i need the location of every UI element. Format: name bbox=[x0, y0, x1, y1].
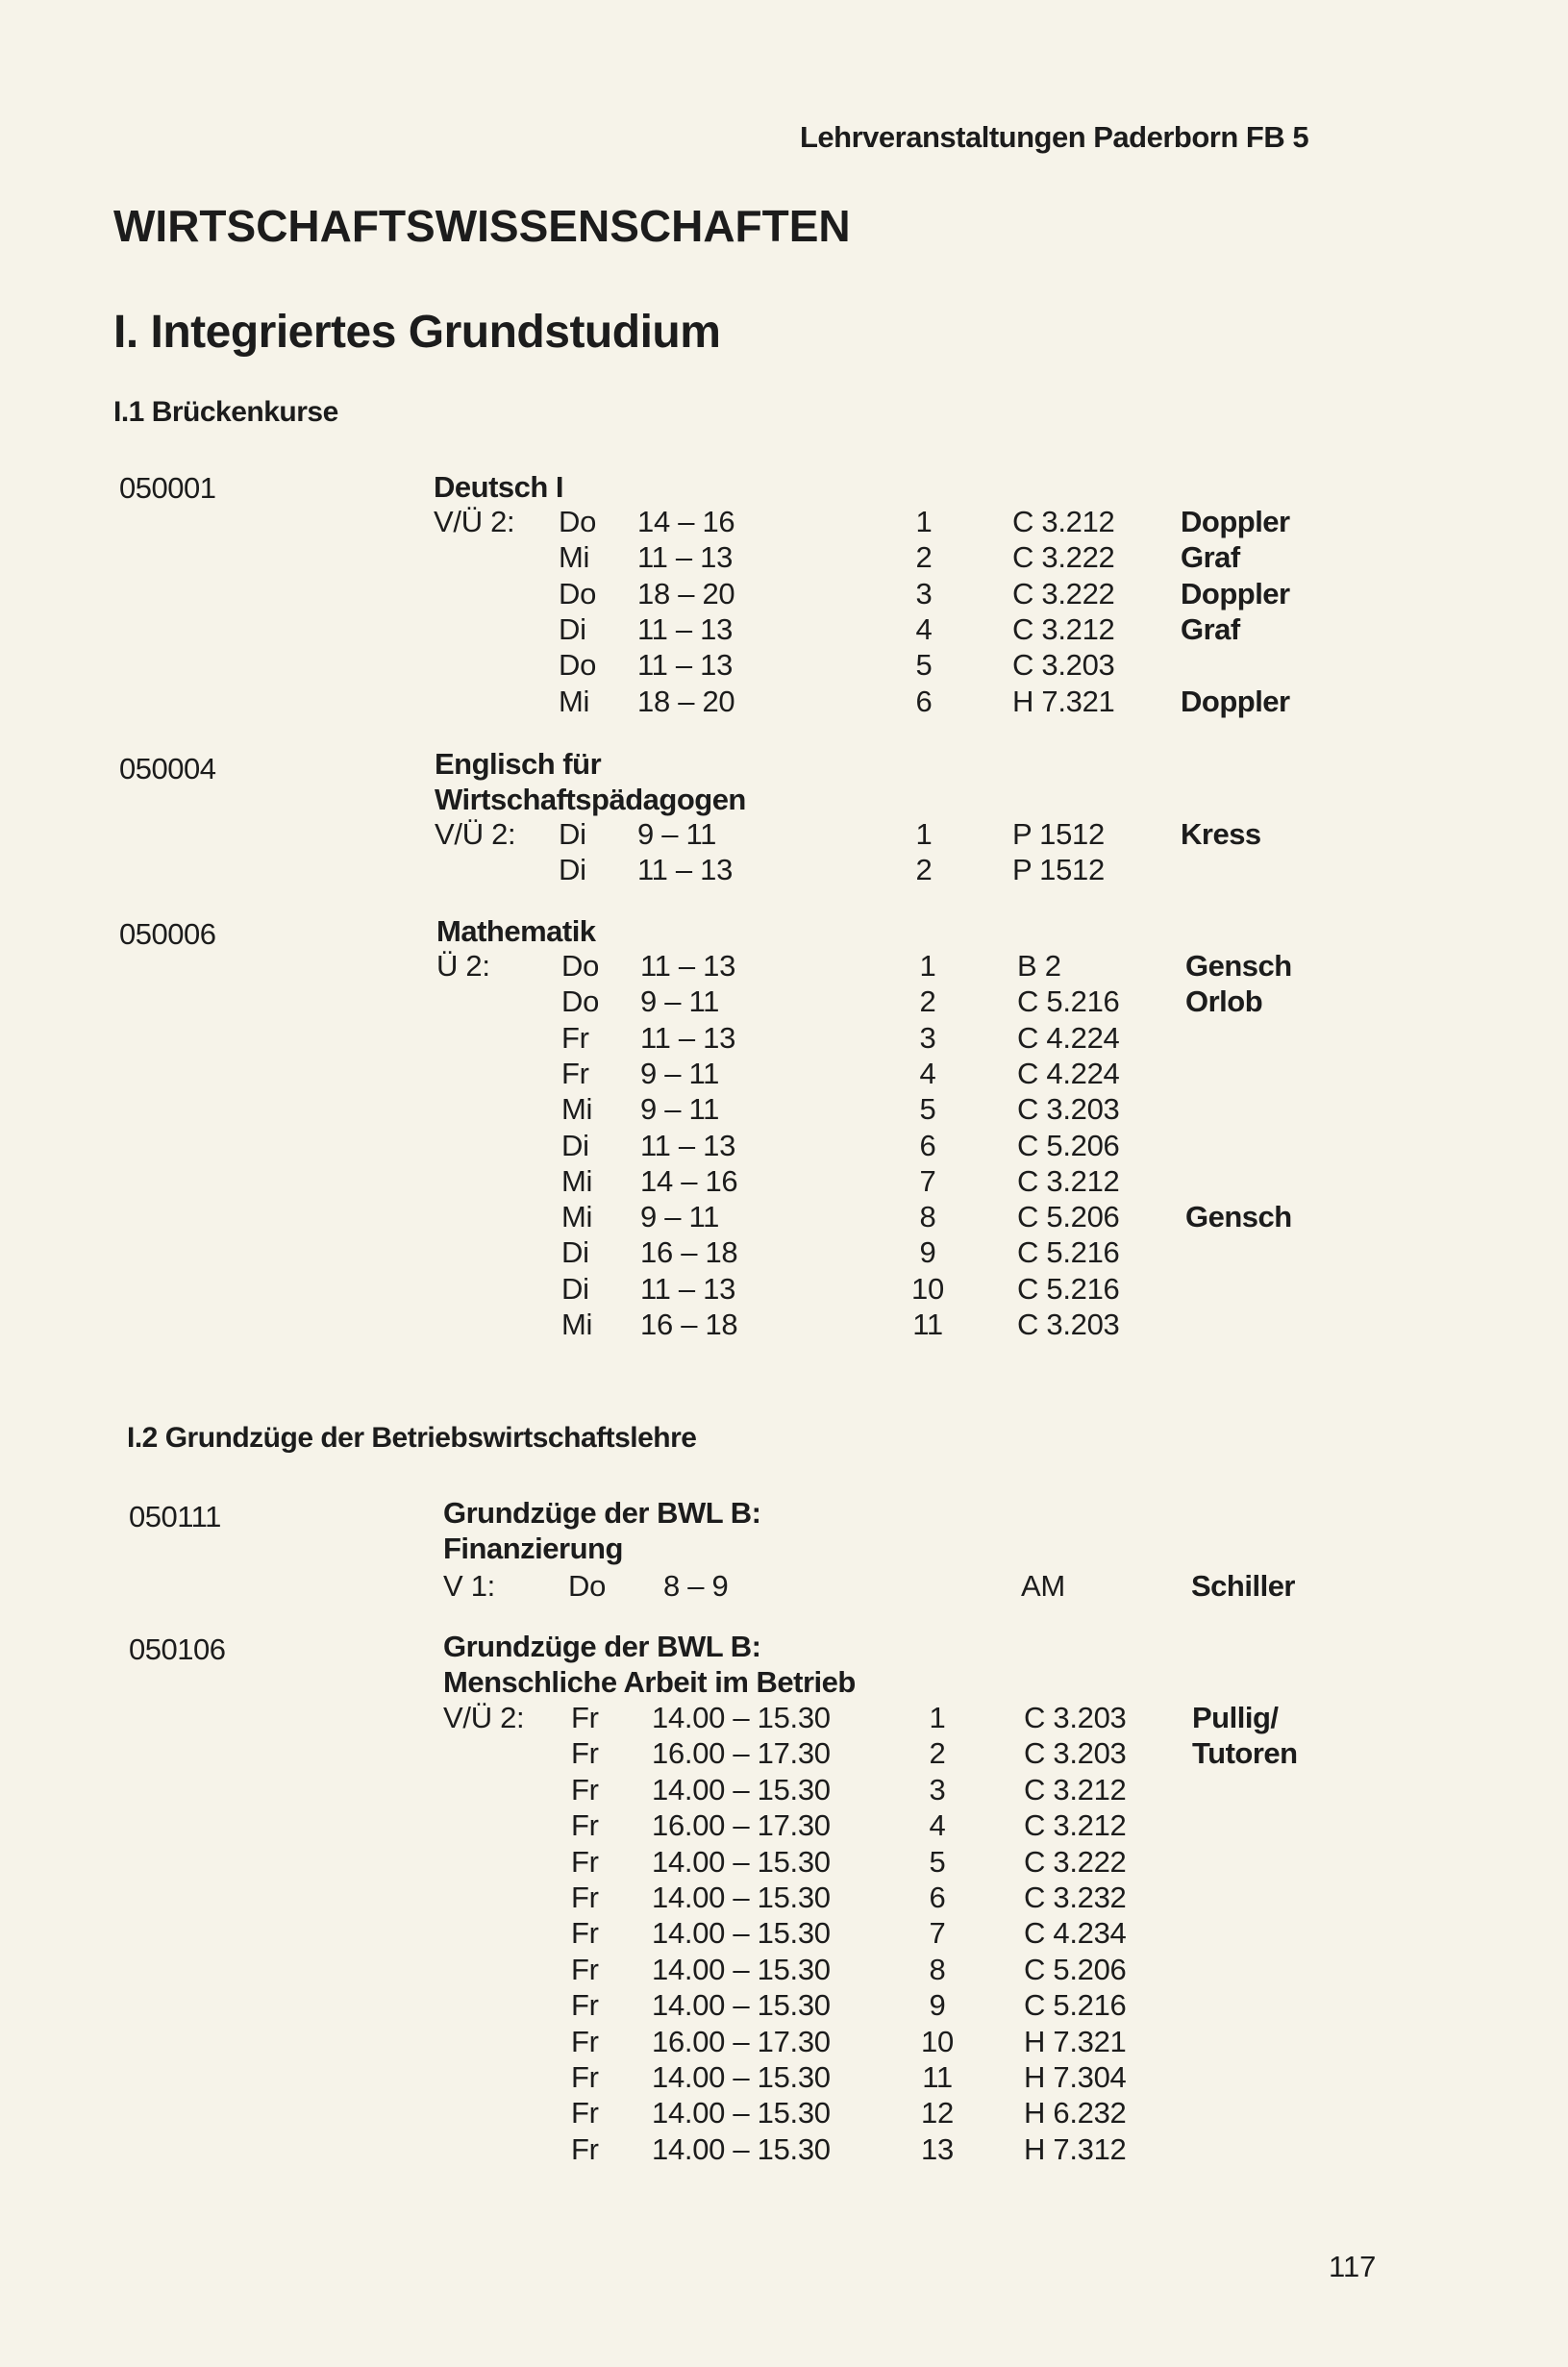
time-cell: 14.00 – 15.30 bbox=[652, 1881, 831, 1914]
time-cell: 16 – 18 bbox=[640, 1308, 738, 1341]
lecturer-cell: Kress bbox=[1181, 817, 1261, 851]
group-cell: 3 bbox=[929, 1773, 946, 1806]
time-cell: 11 – 13 bbox=[640, 1021, 736, 1055]
day-cell: Do bbox=[568, 1569, 607, 1603]
time-cell: 11 – 13 bbox=[640, 1272, 736, 1306]
lecturer-cell: Tutoren bbox=[1192, 1736, 1298, 1770]
time-cell: 11 – 13 bbox=[637, 853, 734, 886]
day-cell: Di bbox=[559, 853, 586, 886]
room-cell: H 7.321 bbox=[1012, 685, 1115, 718]
lecturer-cell: Doppler bbox=[1181, 577, 1290, 610]
room-cell: C 4.224 bbox=[1017, 1057, 1120, 1090]
day-cell: Fr bbox=[571, 1736, 599, 1770]
room-cell: C 4.224 bbox=[1017, 1021, 1120, 1055]
time-cell: 18 – 20 bbox=[637, 685, 735, 718]
time-cell: 11 – 13 bbox=[640, 949, 736, 983]
room-cell: C 3.203 bbox=[1012, 648, 1115, 682]
group-cell: 9 bbox=[919, 1235, 936, 1269]
time-cell: 11 – 13 bbox=[637, 612, 734, 646]
time-cell: 11 – 13 bbox=[640, 1129, 736, 1162]
room-cell: C 3.232 bbox=[1024, 1881, 1127, 1914]
day-cell: Do bbox=[559, 648, 597, 682]
group-cell: 10 bbox=[921, 2025, 954, 2058]
time-cell: 14.00 – 15.30 bbox=[652, 1953, 831, 1986]
section-title: I.1 Brückenkurse bbox=[113, 396, 338, 428]
group-cell: 4 bbox=[915, 612, 933, 646]
section-title: I.2 Grundzüge der Betriebswirtschaftslehre bbox=[127, 1422, 697, 1454]
group-cell: 11 bbox=[922, 2060, 953, 2094]
group-cell: 1 bbox=[919, 949, 936, 983]
room-cell: P 1512 bbox=[1012, 817, 1105, 851]
day-cell: Do bbox=[561, 984, 600, 1018]
time-cell: 14 – 16 bbox=[640, 1164, 738, 1198]
day-cell: Fr bbox=[571, 2096, 599, 2130]
day-cell: Di bbox=[561, 1272, 589, 1306]
time-cell: 16.00 – 17.30 bbox=[652, 1808, 831, 1842]
room-cell: H 7.312 bbox=[1024, 2132, 1127, 2166]
time-cell: 16.00 – 17.30 bbox=[652, 1736, 831, 1770]
course-type: V 1: bbox=[443, 1569, 495, 1603]
room-cell: C 5.216 bbox=[1017, 1272, 1120, 1306]
day-cell: Mi bbox=[561, 1092, 593, 1126]
day-cell: Mi bbox=[559, 540, 590, 574]
room-cell: C 3.212 bbox=[1012, 505, 1115, 538]
lecturer-cell: Orlob bbox=[1185, 984, 1263, 1018]
room-cell: C 3.212 bbox=[1024, 1773, 1127, 1806]
room-cell: C 5.206 bbox=[1017, 1129, 1120, 1162]
room-cell: C 5.216 bbox=[1024, 1988, 1127, 2022]
course-title: Deutsch I bbox=[434, 470, 564, 504]
lecturer-cell: Graf bbox=[1181, 612, 1240, 646]
group-cell: 6 bbox=[919, 1129, 936, 1162]
group-cell: 7 bbox=[919, 1164, 936, 1198]
day-cell: Fr bbox=[571, 2025, 599, 2058]
room-cell: C 5.206 bbox=[1024, 1953, 1127, 1986]
part-title: I. Integriertes Grundstudium bbox=[113, 307, 721, 358]
course-id: 050106 bbox=[129, 1632, 226, 1666]
day-cell: Do bbox=[559, 577, 597, 610]
time-cell: 11 – 13 bbox=[637, 648, 734, 682]
running-header: Lehrveranstaltungen Paderborn FB 5 bbox=[800, 120, 1309, 154]
day-cell: Fr bbox=[571, 1953, 599, 1986]
course-title: Finanzierung bbox=[443, 1532, 623, 1565]
time-cell: 14.00 – 15.30 bbox=[652, 1845, 831, 1879]
group-cell: 8 bbox=[929, 1953, 946, 1986]
time-cell: 11 – 13 bbox=[637, 540, 734, 574]
room-cell: C 3.212 bbox=[1017, 1164, 1120, 1198]
group-cell: 1 bbox=[915, 817, 933, 851]
time-cell: 9 – 11 bbox=[640, 1092, 720, 1126]
lecturer-cell: Schiller bbox=[1191, 1569, 1295, 1603]
day-cell: Fr bbox=[561, 1057, 589, 1090]
group-cell: 7 bbox=[929, 1916, 946, 1950]
day-cell: Do bbox=[559, 505, 597, 538]
group-cell: 4 bbox=[919, 1057, 936, 1090]
room-cell: C 4.234 bbox=[1024, 1916, 1127, 1950]
room-cell: C 3.222 bbox=[1024, 1845, 1127, 1879]
day-cell: Fr bbox=[571, 1881, 599, 1914]
course-type: V/Ü 2: bbox=[443, 1701, 525, 1734]
day-cell: Fr bbox=[571, 2060, 599, 2094]
day-cell: Fr bbox=[571, 2132, 599, 2166]
group-cell: 6 bbox=[915, 685, 933, 718]
group-cell: 9 bbox=[929, 1988, 946, 2022]
room-cell: C 3.212 bbox=[1024, 1808, 1127, 1842]
lecturer-cell: Doppler bbox=[1181, 505, 1290, 538]
day-cell: Do bbox=[561, 949, 600, 983]
room-cell: C 5.216 bbox=[1017, 1235, 1120, 1269]
room-cell: B 2 bbox=[1017, 949, 1061, 983]
group-cell: 3 bbox=[915, 577, 933, 610]
room-cell: H 7.321 bbox=[1024, 2025, 1127, 2058]
time-cell: 14 – 16 bbox=[637, 505, 735, 538]
lecturer-cell: Doppler bbox=[1181, 685, 1290, 718]
lecturer-cell: Gensch bbox=[1185, 1200, 1292, 1233]
room-cell: H 6.232 bbox=[1024, 2096, 1127, 2130]
group-cell: 4 bbox=[929, 1808, 946, 1842]
room-cell: C 3.212 bbox=[1012, 612, 1115, 646]
room-cell: C 3.222 bbox=[1012, 577, 1115, 610]
room-cell: C 3.203 bbox=[1024, 1736, 1127, 1770]
course-id: 050006 bbox=[119, 917, 216, 951]
day-cell: Di bbox=[559, 817, 586, 851]
day-cell: Fr bbox=[571, 1988, 599, 2022]
time-cell: 9 – 11 bbox=[640, 984, 720, 1018]
group-cell: 2 bbox=[915, 853, 933, 886]
group-cell: 11 bbox=[912, 1308, 943, 1341]
time-cell: 14.00 – 15.30 bbox=[652, 1916, 831, 1950]
time-cell: 16.00 – 17.30 bbox=[652, 2025, 831, 2058]
lecturer-cell: Gensch bbox=[1185, 949, 1292, 983]
group-cell: 12 bbox=[921, 2096, 954, 2130]
day-cell: Fr bbox=[561, 1021, 589, 1055]
course-id: 050001 bbox=[119, 471, 216, 505]
group-cell: 1 bbox=[929, 1701, 946, 1734]
time-cell: 9 – 11 bbox=[640, 1057, 720, 1090]
time-cell: 14.00 – 15.30 bbox=[652, 1773, 831, 1806]
lecturer-cell: Pullig/ bbox=[1192, 1701, 1279, 1734]
time-cell: 14.00 – 15.30 bbox=[652, 1988, 831, 2022]
page-number: 117 bbox=[1329, 2250, 1377, 2283]
day-cell: Mi bbox=[561, 1164, 593, 1198]
course-type: V/Ü 2: bbox=[434, 505, 515, 538]
group-cell: 5 bbox=[929, 1845, 946, 1879]
day-cell: Di bbox=[561, 1235, 589, 1269]
course-title: Englisch für bbox=[435, 747, 602, 781]
time-cell: 9 – 11 bbox=[637, 817, 717, 851]
course-title: Grundzüge der BWL B: bbox=[443, 1496, 761, 1530]
day-cell: Fr bbox=[571, 1701, 599, 1734]
time-cell: 16 – 18 bbox=[640, 1235, 738, 1269]
time-cell: 14.00 – 15.30 bbox=[652, 2096, 831, 2130]
time-cell: 14.00 – 15.30 bbox=[652, 2060, 831, 2094]
course-title: Mathematik bbox=[436, 914, 596, 948]
room-cell: C 3.203 bbox=[1024, 1701, 1127, 1734]
day-cell: Fr bbox=[571, 1916, 599, 1950]
group-cell: 6 bbox=[929, 1881, 946, 1914]
room-cell: C 5.206 bbox=[1017, 1200, 1120, 1233]
group-cell: 10 bbox=[911, 1272, 944, 1306]
room-cell: P 1512 bbox=[1012, 853, 1105, 886]
group-cell: 1 bbox=[915, 505, 933, 538]
course-id: 050111 bbox=[129, 1500, 221, 1533]
day-cell: Di bbox=[561, 1129, 589, 1162]
group-cell: 3 bbox=[919, 1021, 936, 1055]
day-cell: Mi bbox=[561, 1200, 593, 1233]
time-cell: 18 – 20 bbox=[637, 577, 735, 610]
course-id: 050004 bbox=[119, 752, 216, 785]
time-cell: 9 – 11 bbox=[640, 1200, 720, 1233]
group-cell: 2 bbox=[919, 984, 936, 1018]
course-type: Ü 2: bbox=[436, 949, 490, 983]
group-cell: 5 bbox=[919, 1092, 936, 1126]
day-cell: Fr bbox=[571, 1845, 599, 1879]
lecturer-cell: Graf bbox=[1181, 540, 1240, 574]
room-cell: AM bbox=[1021, 1569, 1065, 1603]
time-cell: 8 – 9 bbox=[663, 1569, 729, 1603]
day-cell: Fr bbox=[571, 1808, 599, 1842]
room-cell: C 3.203 bbox=[1017, 1308, 1120, 1341]
course-type: V/Ü 2: bbox=[435, 817, 516, 851]
time-cell: 14.00 – 15.30 bbox=[652, 1701, 831, 1734]
course-title: Menschliche Arbeit im Betrieb bbox=[443, 1665, 856, 1699]
course-title: Wirtschaftspädagogen bbox=[435, 783, 746, 816]
group-cell: 8 bbox=[919, 1200, 936, 1233]
time-cell: 14.00 – 15.30 bbox=[652, 2132, 831, 2166]
page-title: WIRTSCHAFTSWISSENSCHAFTEN bbox=[113, 201, 851, 251]
group-cell: 5 bbox=[915, 648, 933, 682]
room-cell: C 3.203 bbox=[1017, 1092, 1120, 1126]
group-cell: 13 bbox=[921, 2132, 954, 2166]
room-cell: H 7.304 bbox=[1024, 2060, 1127, 2094]
day-cell: Mi bbox=[561, 1308, 593, 1341]
group-cell: 2 bbox=[915, 540, 933, 574]
day-cell: Mi bbox=[559, 685, 590, 718]
room-cell: C 5.216 bbox=[1017, 984, 1120, 1018]
day-cell: Di bbox=[559, 612, 586, 646]
day-cell: Fr bbox=[571, 1773, 599, 1806]
room-cell: C 3.222 bbox=[1012, 540, 1115, 574]
group-cell: 2 bbox=[929, 1736, 946, 1770]
course-title: Grundzüge der BWL B: bbox=[443, 1630, 761, 1663]
